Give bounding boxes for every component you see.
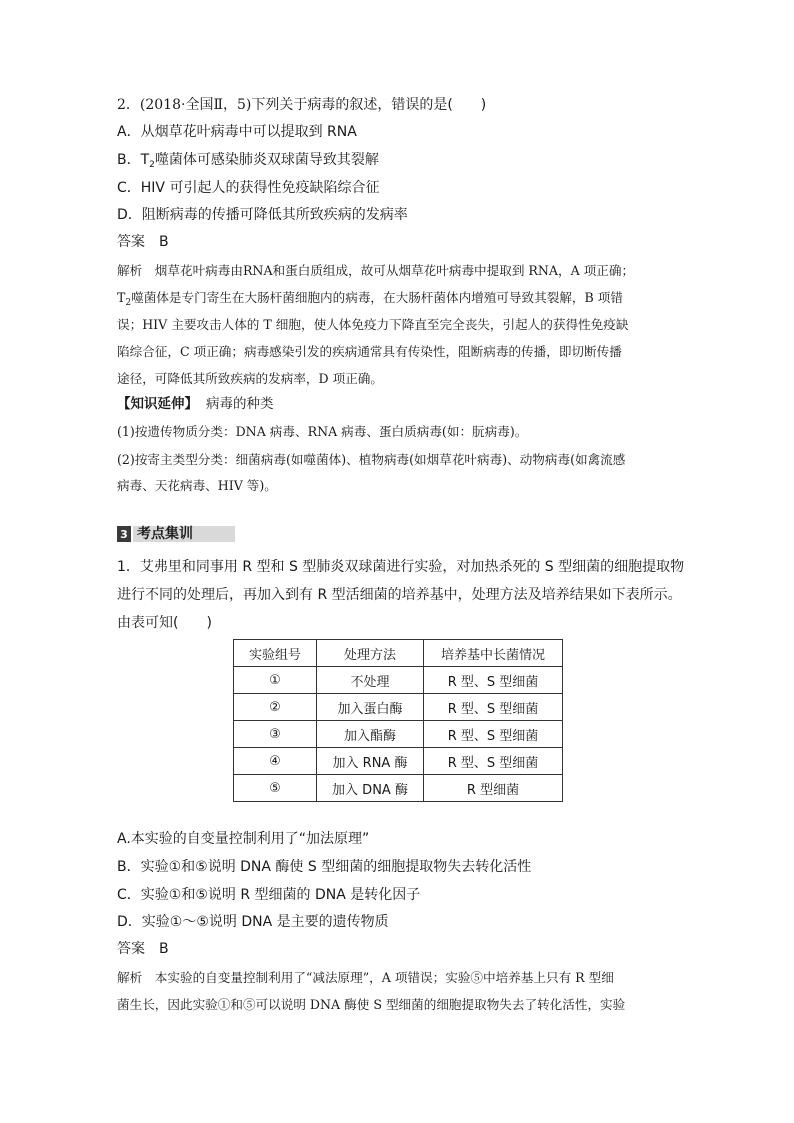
table-header-row: [234, 640, 563, 667]
question-2-number: 2．(2018·全国Ⅱ，5): [117, 97, 252, 113]
table-header-cell: 培养基中长菌情况: [424, 640, 563, 667]
table-row: [234, 667, 563, 694]
table-cell: 不处理: [317, 667, 424, 694]
table-cell: R 型、S 型细菌: [424, 694, 563, 721]
table-cell: ⑤: [234, 775, 317, 802]
question-2-stem: [117, 95, 486, 115]
knowledge-extension-item-2b: 病毒、天花病毒、HIV 等)。: [117, 478, 277, 493]
table-row: [234, 748, 563, 775]
question-2-explanation-line-2: [117, 288, 623, 313]
experiment-results-table: [233, 639, 563, 802]
table-row: [234, 694, 563, 721]
question-2-answer: 答案 B: [117, 234, 169, 250]
question-1-stem-line-1: 1．艾弗里和同事用 R 型和 S 型肺炎双球菌进行实验，对加热杀死的 S 型细菌的细胞提取物: [117, 559, 685, 575]
question-2-option-d: D．阻断病毒的传播可降低其所致疾病的发病率: [117, 207, 408, 223]
table-row: [234, 721, 563, 748]
question-1-explanation-line-1: 解析 本实验的自变量控制利用了“减法原理”，A 项错误；实验⑤中培养基上只有 R 型细: [117, 970, 614, 985]
question-2-option-a: A．从烟草花叶病毒中可以提取到 RNA: [117, 124, 357, 140]
option-b-text: 噬菌体可感染肺炎双球菌导致其裂解: [154, 152, 379, 168]
knowledge-extension-heading: [117, 394, 274, 414]
table-cell: R 型、S 型细菌: [424, 748, 563, 775]
table-cell: 加入蛋白酶: [317, 694, 424, 721]
table-row: [234, 775, 563, 802]
question-2-explanation-line-3: 误；HIV 主要攻击人体的 T 细胞，使人体免疫力下降直至完全丧失，引起人的获得性免疫缺: [117, 317, 629, 332]
table-cell: ②: [234, 694, 317, 721]
question-1-option-b: B．实验①和⑤说明 DNA 酶使 S 型细菌的细胞提取物失去转化活性: [117, 859, 532, 875]
question-2-option-b: [117, 150, 379, 175]
knowledge-extension-item-2a: (2)按寄主类型分类：细菌病毒(如噬菌体)、植物病毒(如烟草花叶病毒)、动物病毒(如禽流感: [117, 452, 626, 467]
question-2-option-c: C．HIV 可引起人的获得性免疫缺陷综合征: [117, 180, 380, 196]
table-cell: ④: [234, 748, 317, 775]
question-2-explanation-line-5: 途径，可降低其所致疾病的发病率，D 项正确。: [117, 371, 383, 386]
question-2-text: 下列关于病毒的叙述，错误的是( ): [251, 97, 487, 113]
table-cell: 加入 RNA 酶: [317, 748, 424, 775]
question-1-stem-line-2: 进行不同的处理后，再加入到有 R 型活细菌的培养基中，处理方法及培养结果如下表所示。: [117, 587, 682, 603]
table-header-cell: 处理方法: [317, 640, 424, 667]
table-cell: 加入 DNA 酶: [317, 775, 424, 802]
table-cell: ③: [234, 721, 317, 748]
table-cell: R 型细菌: [424, 775, 563, 802]
question-1-stem-line-3: 由表可知( ): [117, 615, 212, 631]
table-cell: ①: [234, 667, 317, 694]
extension-label: 【知识延伸】: [117, 396, 198, 412]
question-1-option-a: A.本实验的自变量控制利用了“加法原理”: [117, 831, 370, 847]
table-cell: 加入酯酶: [317, 721, 424, 748]
explanation-subscript: 2: [125, 298, 132, 308]
section-number-badge: 3: [117, 526, 131, 542]
section-header: [117, 523, 235, 545]
section-title: 考点集训: [133, 526, 235, 542]
table-cell: R 型、S 型细菌: [424, 667, 563, 694]
extension-title: 病毒的种类: [206, 396, 274, 412]
option-b-subscript: 2: [149, 160, 155, 170]
question-1-answer: 答案 B: [117, 941, 169, 957]
explanation-prefix: T: [117, 290, 126, 305]
question-2-explanation-line-4: 陷综合征，C 项正确；病毒感染引发的疾病通常具有传染性，阻断病毒的传播，即切断传播: [117, 344, 622, 359]
question-1-explanation-line-2: 菌生长，因此实验①和⑤可以说明 DNA 酶使 S 型细菌的细胞提取物失去了转化活性，实验: [117, 997, 626, 1012]
question-2-explanation-line-1: 解析 烟草花叶病毒由RNA和蛋白质组成，故可从烟草花叶病毒中提取到 RNA，A 项正确；: [117, 263, 635, 278]
table-cell: R 型、S 型细菌: [424, 721, 563, 748]
explanation-text: 噬菌体是专门寄生在大肠杆菌细胞内的病毒，在大肠杆菌体内增殖可导致其裂解，B 项错: [131, 290, 623, 305]
question-1-option-c: C．实验①和⑤说明 R 型细菌的 DNA 是转化因子: [117, 887, 421, 903]
knowledge-extension-item-1: (1)按遗传物质分类：DNA 病毒、RNA 病毒、蛋白质病毒(如：朊病毒)。: [117, 424, 528, 439]
option-b-prefix: B．T: [117, 152, 150, 168]
question-1-option-d: D．实验①～⑤说明 DNA 是主要的遗传物质: [117, 914, 389, 930]
table-header-cell: 实验组号: [234, 640, 317, 667]
